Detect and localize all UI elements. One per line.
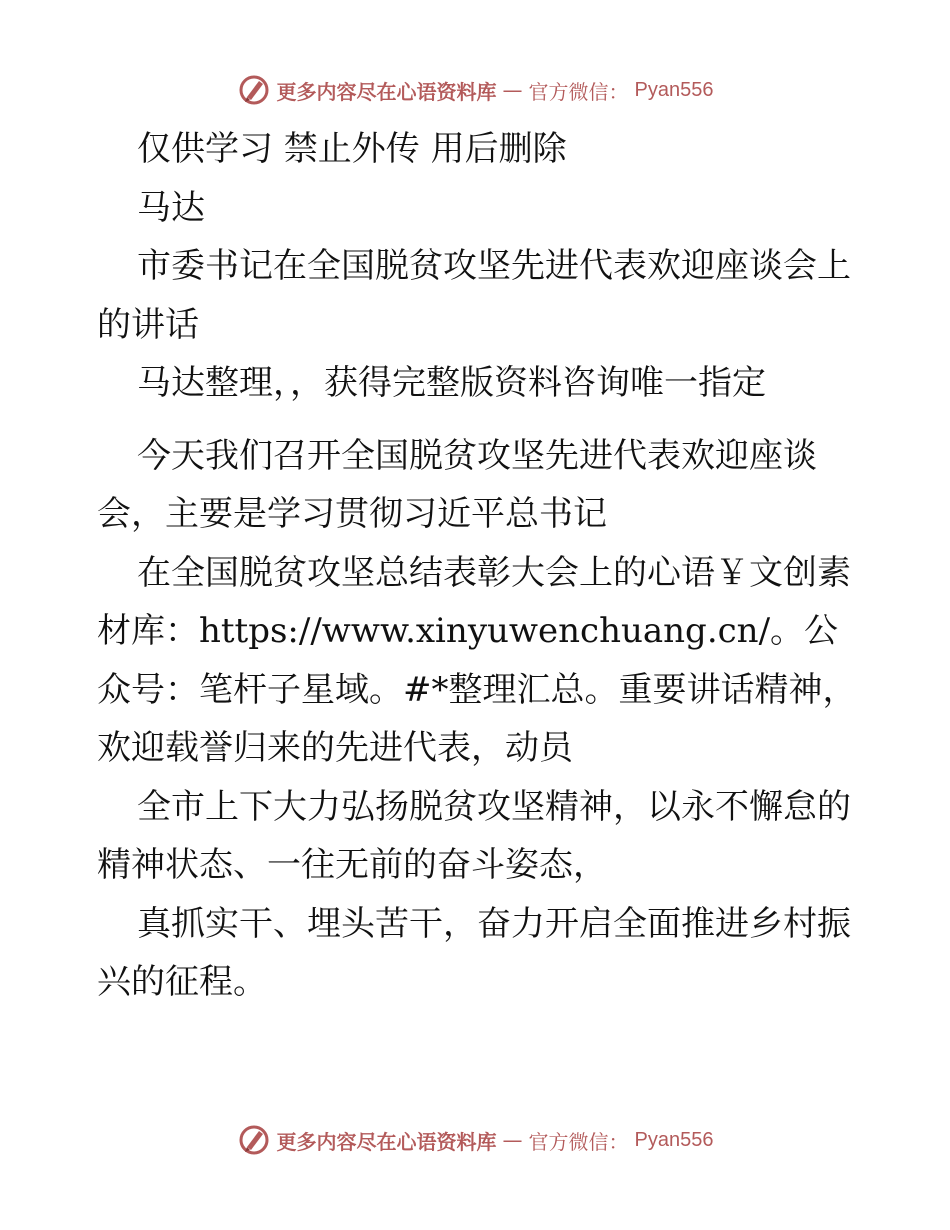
pen-logo-icon: [237, 73, 271, 107]
banner-dash: —: [502, 78, 523, 102]
pen-logo-icon: [237, 1123, 271, 1157]
paragraph-notice: 仅供学习 禁止外传 用后删除: [137, 129, 567, 169]
banner-text: 更多内容尽在心语资料库: [276, 1129, 497, 1154]
banner-text: 更多内容尽在心语资料库: [276, 79, 497, 104]
banner-wechat-label: 官方微信：: [528, 79, 629, 104]
paragraph-compiled-by: 马达整理，，获得完整版资料咨询唯一指定: [137, 363, 766, 403]
paragraph-body-4: 真抓实干、埋头苦干，奋力开启全面推进乡村振兴的征程。: [97, 903, 851, 1002]
paragraph-body-1: 今天我们召开全国脱贫攻坚先进代表欢迎座谈会，主要是学习贯彻习近平总书记: [97, 435, 817, 534]
paragraph-body-3: 全市上下大力弘扬脱贫攻坚精神，以永不懈怠的精神状态、一往无前的奋斗姿态，: [97, 786, 851, 885]
banner-wechat-id: Pyan556: [634, 1128, 714, 1151]
banner-wechat-label: 官方微信：: [528, 1129, 629, 1154]
banner-wechat-id: Pyan556: [634, 78, 714, 101]
paragraph-body-2: 在全国脱贫攻坚总结表彰大会上的心语￥文创素材库：https://www.xinyuwenchuang.cn/。公众号：笔杆子星域。#*整理汇总。重要讲话精神，欢迎载誉归来的先进代表，动员: [97, 552, 857, 768]
paragraph-title: 市委书记在全国脱贫攻坚先进代表欢迎座谈会上的讲话: [97, 246, 851, 345]
header-banner: [0, 70, 950, 110]
document-body: [97, 120, 857, 1012]
paragraph-author: 马达: [137, 187, 205, 228]
footer-banner: [0, 1120, 950, 1160]
banner-dash: —: [502, 1128, 523, 1152]
